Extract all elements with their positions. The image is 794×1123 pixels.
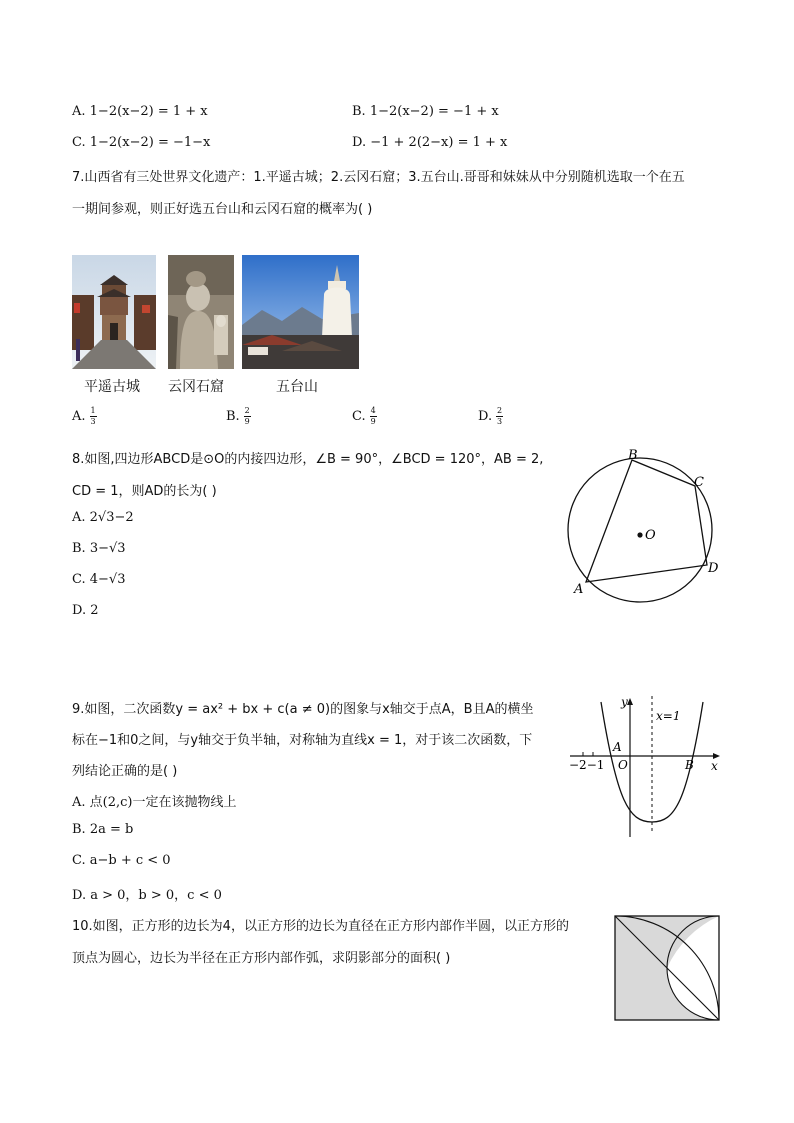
circumscribed-circle [568,458,712,602]
q9-stem-line3: 列结论正确的是( ) [72,764,178,779]
q6-option-c: C. 1−2(x−2) = −1−x [72,135,211,150]
label-b: B [685,758,694,772]
q6-option-a: A. 1−2(x−2) = 1 + x [72,104,208,119]
label-b: B [628,448,638,463]
yungang-photo [168,255,234,369]
wutaishan-photo [242,255,359,369]
q7-option-c: C. $\frac{4}{9}$ [352,406,376,426]
q7-stem-line1: 7.山西省有三处世界文化遗产：1.平遥古城；2.云冈石窟；3.五台山.哥哥和妹妹从中分别随机选取一个在五 [72,170,685,185]
q8-stem-line2: CD = 1，则AD的长为( ) [72,484,217,499]
quadrilateral-abcd [586,460,707,582]
q7-option-a: A. $\frac{1}{3}$ [72,406,96,426]
label-a: A [574,582,584,597]
q9-parabola-figure [565,692,725,840]
label-c: C [694,475,704,490]
q6-option-d: D. −1 + 2(2−x) = 1 + x [352,135,508,150]
label-o: O [618,758,628,772]
q8-option-c: C. 4−√3 [72,572,126,587]
q9-option-d: D. a > 0，b > 0，c < 0 [72,888,222,903]
q10-stem-line1: 10.如图，正方形的边长为4，以正方形的边长为直径在正方形内部作半圆，以正方形的 [72,919,569,934]
label-o: O [645,528,656,543]
q8-option-d: D. 2 [72,603,99,618]
label-x: x [711,759,718,773]
q8-option-a: A. 2√3−2 [72,510,134,525]
q7-option-d: D. $\frac{2}{3}$ [478,406,503,426]
caption-yungang: 云冈石窟 [168,379,224,395]
label-ticks: −2−1 [569,758,605,772]
q8-stem-line1: 8.如图,四边形ABCD是⊙O的内接四边形，∠B = 90°，∠BCD = 120°，AB = 2, [72,452,544,467]
q10-square-figure [612,913,722,1023]
q8-circle-figure [560,445,730,605]
y-axis-arrow [627,698,633,705]
q10-stem-line2: 顶点为圆心，边长为半径在正方形内部作弧，求阴影部分的面积( ) [72,951,451,966]
center-point [637,532,642,537]
q9-option-c: C. a−b + c < 0 [72,853,171,868]
q6-option-b: B. 1−2(x−2) = −1 + x [352,104,499,119]
q9-stem-line2: 标在−1和0之间，与y轴交于负半轴，对称轴为直线x = 1，对于该二次函数，下 [72,733,533,748]
q7-stem-line2: 一期间参观，则正好选五台山和云冈石窟的概率为( ) [72,202,373,217]
q7-option-b: B. $\frac{2}{9}$ [226,406,250,426]
q9-option-a: A. 点(2,c)一定在该抛物线上 [72,795,237,810]
label-y: y [621,695,628,709]
pingyao-photo [72,255,156,369]
label-a: A [613,740,622,754]
q9-option-b: B. 2a = b [72,822,134,837]
q8-option-b: B. 3−√3 [72,541,126,556]
q9-stem-line1: 9.如图，二次函数y = ax² + bx + c(a ≠ 0)的图象与x轴交于点A，B且A的横坐 [72,702,534,717]
caption-wutaishan: 五台山 [276,379,318,395]
caption-pingyao: 平遥古城 [84,379,140,395]
label-axis-line: x=1 [656,709,681,723]
label-d: D [708,561,719,576]
